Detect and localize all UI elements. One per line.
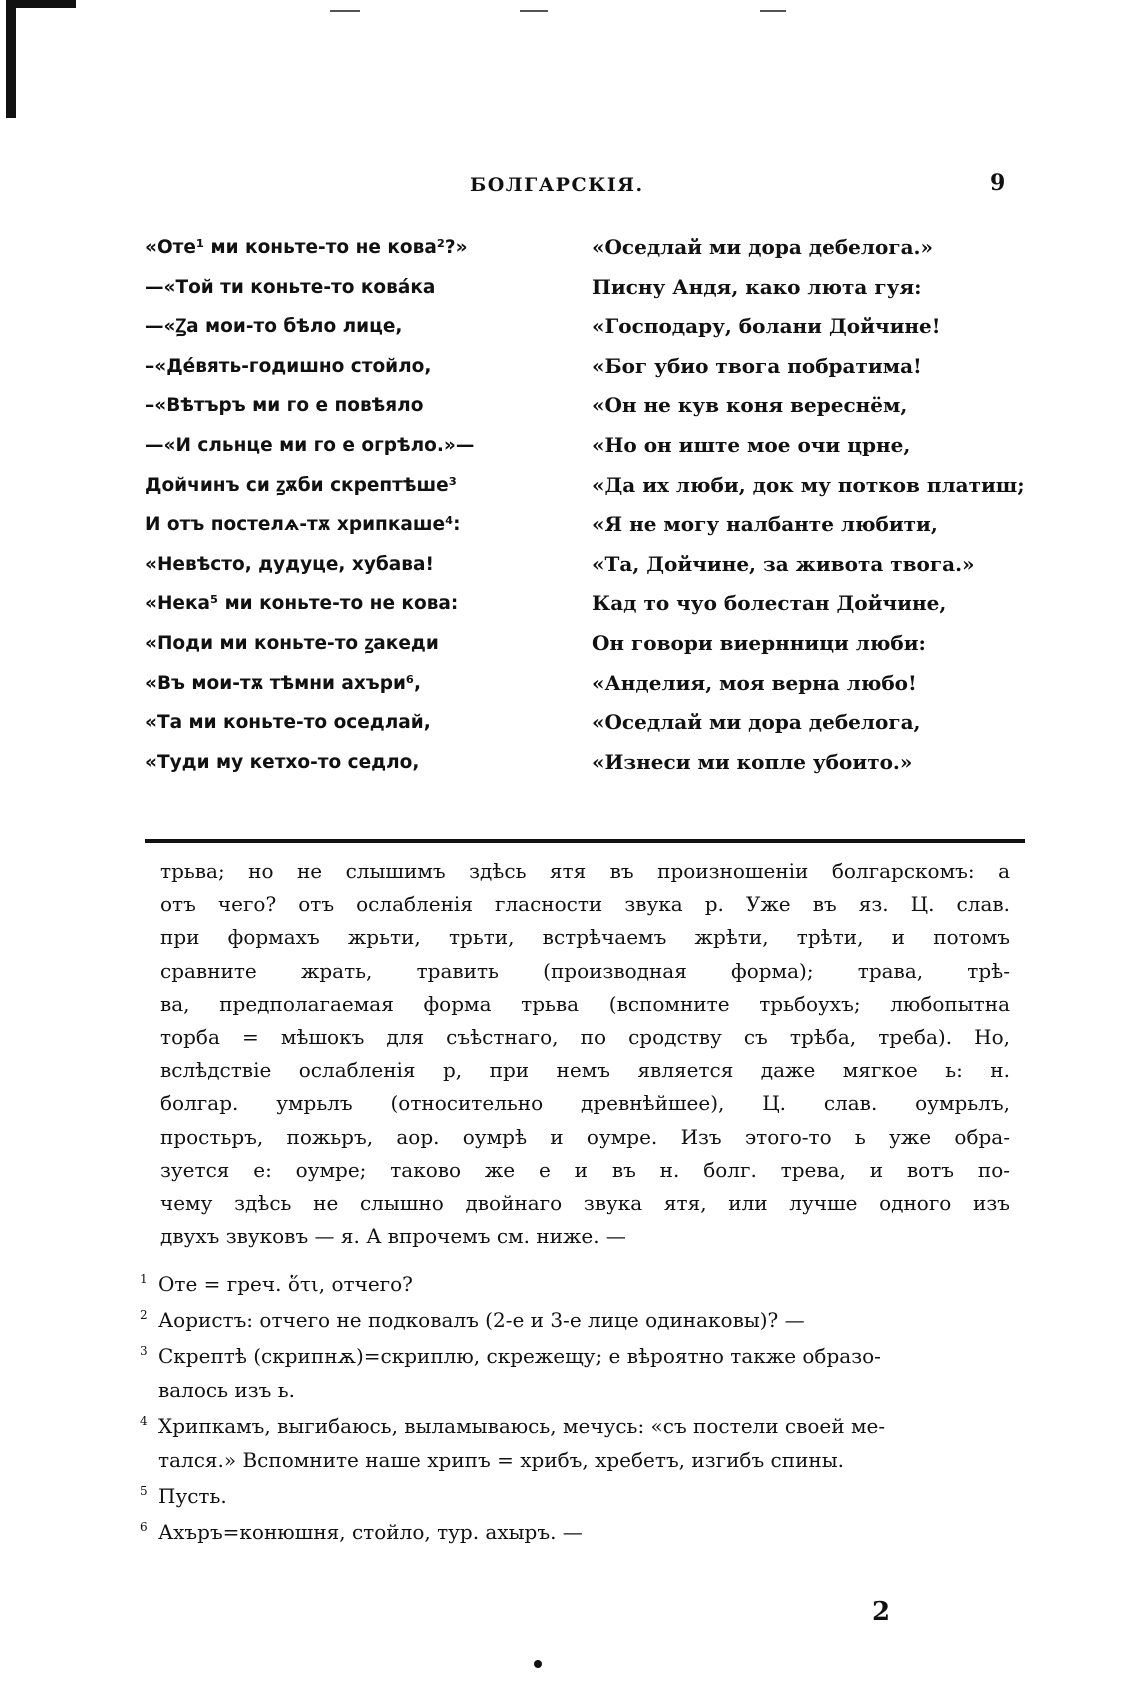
commentary-line: двухъ звуковъ — я. А впрочемъ см. ниже. — <box>160 1224 626 1249</box>
verse-line: «Нека⁵ ми коньте-то не кова: <box>145 593 459 615</box>
verse-line: —«Ꙁа мои-то бѣло лице, <box>145 316 403 338</box>
verse-line: –«Вѣтъръ ми го е повѣяло <box>145 395 424 417</box>
verse-line: «Бог убио твога побратима! <box>592 353 922 378</box>
footnote-text: Скрептѣ (скрипнѫ)=скриплю, скрежещу; е вѣроятно также образо- <box>158 1344 881 1368</box>
commentary-line: зуется е: оумре; таково же е и въ н. болг. трева, и вотъ по- <box>160 1157 1010 1182</box>
footnote <box>140 1303 1010 1337</box>
verse-column-right <box>592 228 1032 782</box>
footnote <box>140 1267 1010 1301</box>
verse-line: «Та ми коньте-то оседлай, <box>145 712 431 734</box>
verse-line: –«Дéвять-годишно стойло, <box>145 355 432 377</box>
commentary-line: чему здѣсь не слышно двойнаго звука ятя, или лучше одного изъ <box>160 1191 1010 1216</box>
verse-line: «Он не кув коня вереснём, <box>592 393 908 418</box>
verse-line: «Въ мои-тѫ тѣмни ахъри⁶, <box>145 672 422 694</box>
footnote-mark: 6 <box>140 1520 148 1535</box>
footnote-text: валось изъ ь. <box>158 1378 295 1402</box>
commentary-line: простьръ, пожьръ, аор. оумрѣ и оумре. Изъ этого-то ь уже обра- <box>160 1124 1010 1149</box>
verse-line: «Анделия, моя верна любо! <box>592 670 917 695</box>
scan-mark <box>330 10 360 12</box>
commentary-line: болгар. умрьлъ (относительно древнѣйшее), Ц. слав. оумрьлъ, <box>160 1091 1010 1116</box>
verse-line: Писну Андя, како люта гуя: <box>592 274 922 299</box>
verse-line: «Изнеси ми копле убоито.» <box>592 749 913 774</box>
footnote-mark: 1 <box>140 1272 148 1287</box>
footnote-mark: 4 <box>140 1414 148 1429</box>
footnote <box>140 1479 1010 1513</box>
commentary-line: при формахъ жрьти, трьти, встрѣчаемъ жрѣти, трѣти, и потомъ <box>160 925 1010 950</box>
verse-line: «Оседлай ми дора дебелога.» <box>592 235 933 259</box>
verse-line: «Туди му кетхо-то седло, <box>145 751 420 773</box>
verse-line: «Оседлай ми дора дебелога, <box>592 710 921 735</box>
footnote <box>140 1515 1010 1549</box>
verse-line: «Невѣсто, дудуце, хубава! <box>145 553 434 575</box>
verse-line: «Да их люби, док му потков платиш; <box>592 472 1025 497</box>
corner-mark <box>6 0 16 118</box>
section-divider <box>145 839 1025 843</box>
scan-mark <box>760 10 786 12</box>
ink-speck <box>534 1660 542 1668</box>
footnote-mark: 5 <box>140 1484 148 1499</box>
corner-mark-top <box>6 0 76 8</box>
footnote <box>140 1339 1010 1407</box>
commentary-line: трьва; но не слышимъ здѣсь ятя въ произношенiи болгарскомъ: а <box>160 859 1010 883</box>
running-title: БОЛГАРСКIЯ. <box>470 174 644 196</box>
verse-line: «Поди ми коньте-то ꙁакеди <box>145 632 439 654</box>
verse-column-left <box>145 228 590 782</box>
verse-line: «Но он иште мое очи црне, <box>592 432 911 457</box>
verse-line: Кад то чуо болестан Дойчине, <box>592 591 947 616</box>
verse-line: «Господару, болани Дойчине! <box>592 314 941 339</box>
verse-line: —«И сльнце ми го е огрѣло.»— <box>145 434 475 456</box>
commentary-line: ва, предполагаемая форма трьва (вспомните трьбоухъ; любопытна <box>160 991 1010 1016</box>
verse-line: Дойчинъ си ꙁѫби скрептѣше³ <box>145 474 457 496</box>
commentary-line: вслѣдствiе ослабленiя р, при немъ является даже мягкое ь: н. <box>160 1058 1010 1083</box>
footnote-text: Аористъ: отчего не подковалъ (2-е и 3-е лице одинаковы)? — <box>158 1308 805 1332</box>
footnote-text: Ахъръ=конюшня, стойло, тур. ахыръ. — <box>158 1520 583 1544</box>
footnote-text: тался.» Вспомните наше хрипъ = хрибъ, хребетъ, изгибъ спины. <box>158 1448 845 1472</box>
footnote-mark: 2 <box>140 1308 148 1323</box>
verse-line: Он говори виернници люби: <box>592 630 926 655</box>
verse-line: —«Той ти коньте-то ковáка <box>145 276 436 298</box>
scan-mark <box>520 10 548 12</box>
commentary-text <box>160 855 1010 1253</box>
footnote-text: Пусть. <box>158 1484 227 1508</box>
footnote-mark: 3 <box>140 1344 148 1359</box>
commentary-line: отъ чего? отъ ослабленiя гласности звука р. Уже въ яз. Ц. слав. <box>160 892 1010 917</box>
footnotes <box>140 1267 1010 1551</box>
verse-line: «Та, Дойчине, за живота твога.» <box>592 551 975 576</box>
footnote <box>140 1409 1010 1477</box>
verse-line: «Я не могу налбанте любити, <box>592 512 938 537</box>
commentary-line: торба = мѣшокъ для съѣстнаго, по сродству съ трѣба, треба). Но, <box>160 1025 1010 1050</box>
page-number: 9 <box>990 170 1006 196</box>
footnote-text: Хрипкамъ, выгибаюсь, выламываюсь, мечусь: «съ постели своей ме- <box>158 1414 886 1438</box>
footnote-text: Оте = греч. ὅτι, отчего? <box>158 1272 413 1296</box>
verse-line: «Оте¹ ми коньте-то не кова²?» <box>145 237 468 258</box>
signature-mark: 2 <box>872 1597 891 1627</box>
verse-line: И отъ постелѧ-тѫ хрипкаше⁴: <box>145 514 461 536</box>
commentary-line: сравните жрать, травить (производная форма); трава, трѣ- <box>160 958 1010 983</box>
